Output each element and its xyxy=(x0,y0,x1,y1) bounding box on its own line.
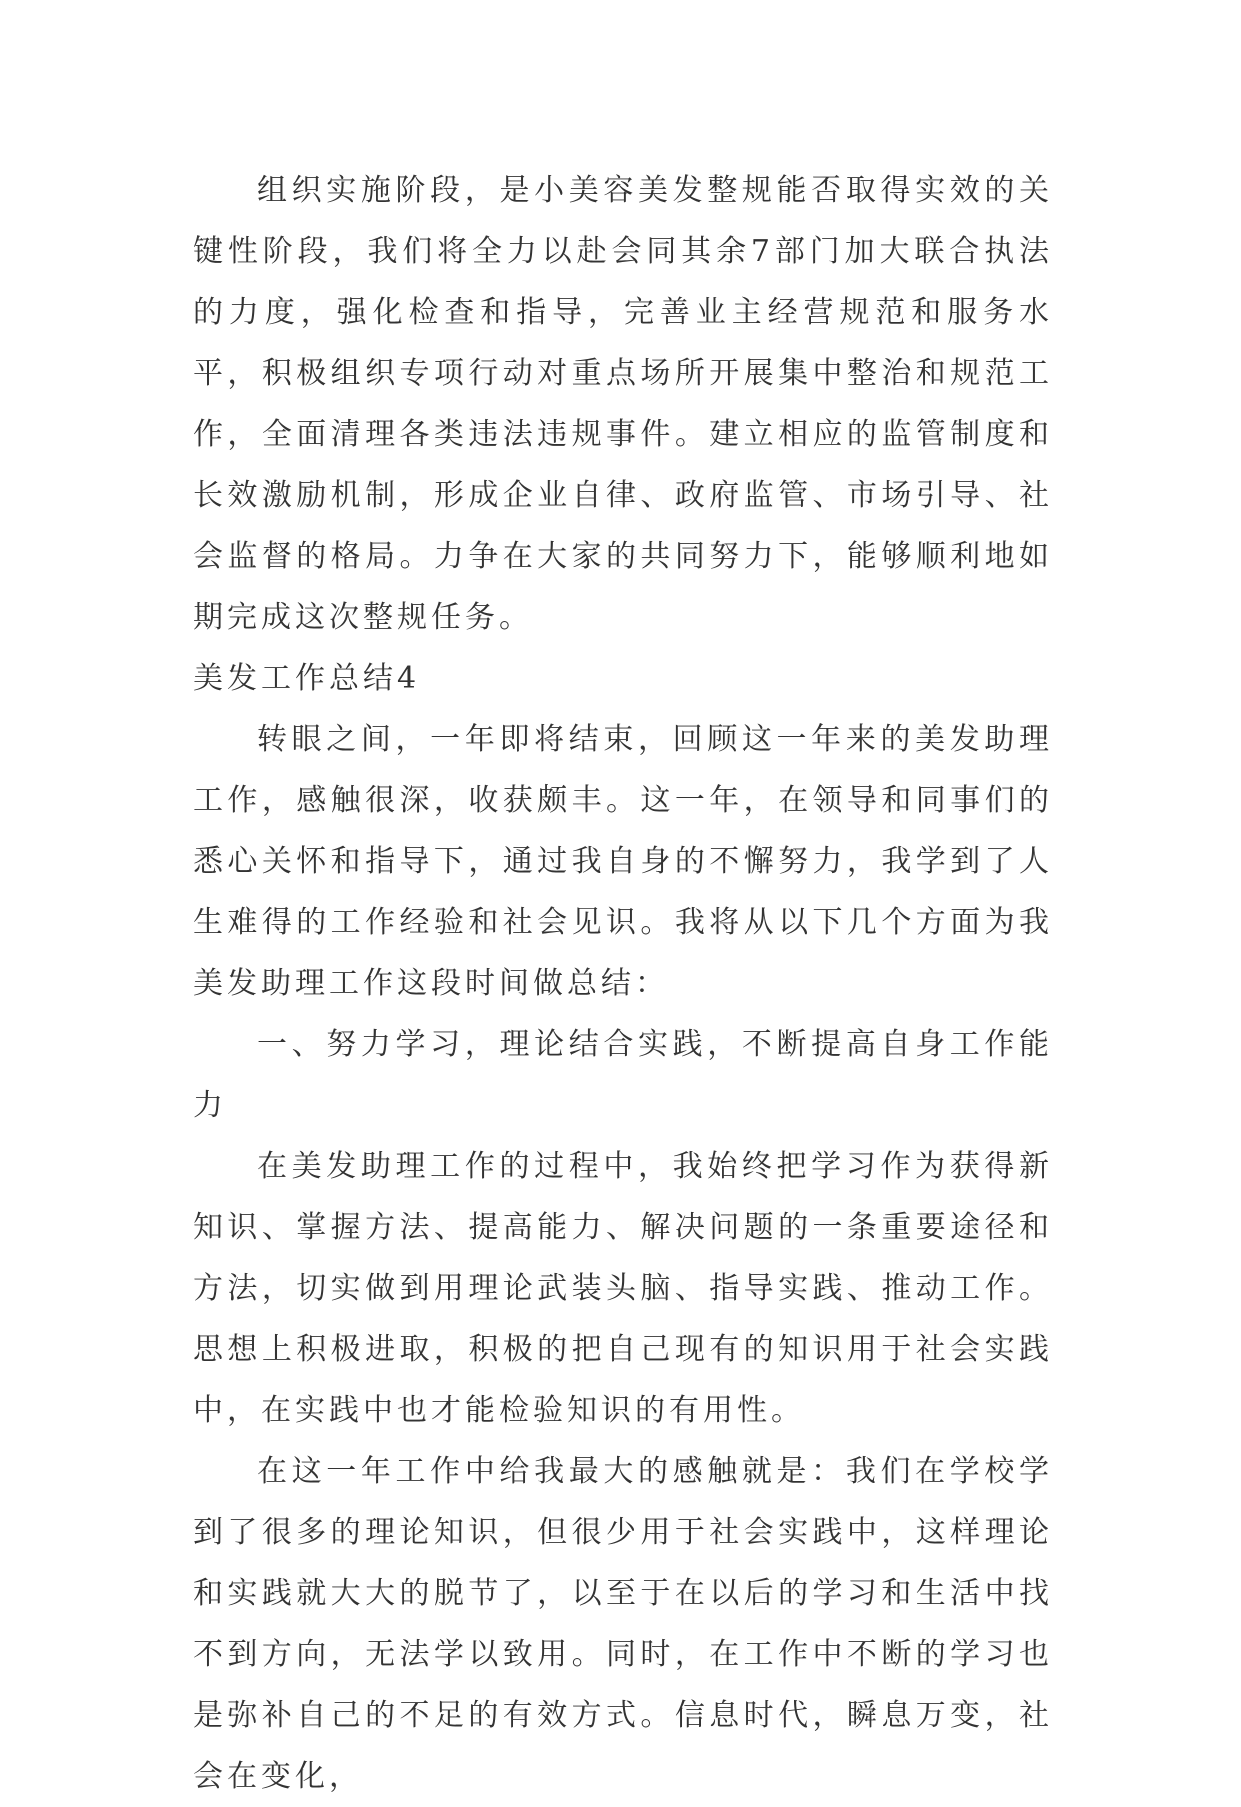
paragraph-subheading-study: 一、努力学习，理论结合实践，不断提高自身工作能力 xyxy=(193,1027,1053,1123)
document-body xyxy=(193,160,1053,1807)
paragraph-organization-phase: 组织实施阶段，是小美容美发整规能否取得实效的关键性阶段，我们将全力以赴会同其余7部门加大联合执法的力度，强化检查和指导，完善业主经营规范和服务水平，积极组织专项行动对重点场所开展集中整治和规范工作，全面清理各类违法违规事件。建立相应的监管制度和长效激励机制，形成企业自律、政府监管、市场引导、社会监督的格局。力争在大家的共同努力下，能够顺利地如期完成这次整规任务。 xyxy=(193,173,1053,635)
section-heading: 美发工作总结4 xyxy=(193,661,421,696)
paragraph-year-review: 转眼之间，一年即将结束，回顾这一年来的美发助理工作，感触很深，收获颇丰。这一年，在领导和同事们的悉心关怀和指导下，通过我自身的不懈努力，我学到了人生难得的工作经验和社会见识。我将从以下几个方面为我美发助理工作这段时间做总结： xyxy=(193,722,1053,1001)
paragraph-learning-process: 在美发助理工作的过程中，我始终把学习作为获得新知识、掌握方法、提高能力、解决问题的一条重要途径和方法，切实做到用理论武装头脑、指导实践、推动工作。思想上积极进取，积极的把自己现有的知识用于社会实践中，在实践中也才能检验知识的有用性。 xyxy=(193,1149,1053,1428)
paragraph-reflection: 在这一年工作中给我最大的感触就是：我们在学校学到了很多的理论知识，但很少用于社会实践中，这样理论和实践就大大的脱节了，以至于在以后的学习和生活中找不到方向，无法学以致用。同时，在工作中不断的学习也是弥补自己的不足的有效方式。信息时代，瞬息万变，社会在变化， xyxy=(193,1454,1053,1794)
